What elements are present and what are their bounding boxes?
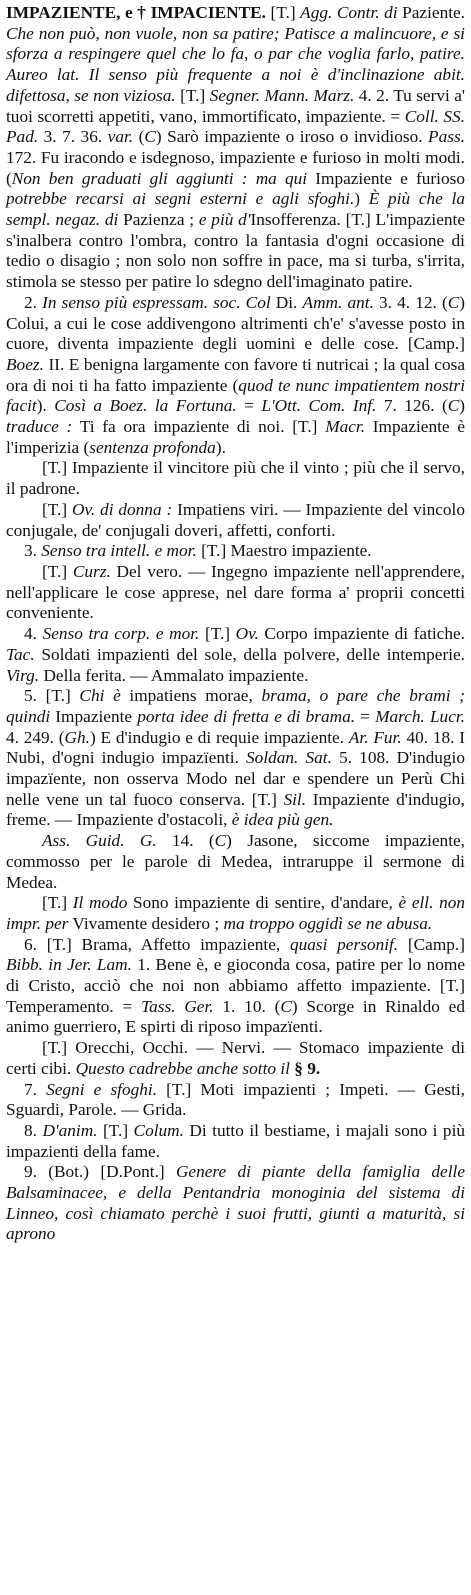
dictionary-entry-impaziente [6, 3, 465, 1245]
text-segment: Ass. Guid. G. [42, 831, 157, 851]
text-segment: 7. 126. ( [376, 396, 448, 416]
text-segment: Tass. Ger. [141, 996, 214, 1016]
text-segment: Segni e sfoghi. [46, 1079, 158, 1099]
text-segment: ma troppo oggidì se ne abusa. [223, 913, 433, 933]
text-segment: In senso più espressam. soc. Col [42, 292, 271, 312]
text-segment: [T.] Moti impazienti ; Impeti. — Gesti, Sguardi, Parole. — Grida. [6, 1079, 465, 1120]
text-segment: ). [36, 396, 55, 416]
text-segment: Gh. [64, 727, 90, 747]
paragraph-sense-4 [6, 624, 465, 686]
text-segment: ) Colui, a cui le cose addivengono altrimenti ch'e' s'avesse posto in cuore, diventa impaziente degli uomini e delle cose. [Camp.] [6, 292, 465, 354]
text-segment: Insofferenza. [T.] L'impaziente s'inalbera contro l'ombra, contro la fantasia d'ogni occasione di tedio o disagio ; non solo non soffre in pace, ma si turba, s'irrita, stimola se stesso per patire lo sdegno dell'imaginato patire. [6, 210, 466, 292]
text-segment: [T.] Maestro impaziente. [196, 541, 372, 561]
text-segment: Virg. [6, 665, 40, 685]
text-segment: traduce : [6, 417, 73, 437]
text-segment: § 9. [289, 1058, 321, 1078]
text-segment: ) Sarò impaziente o iroso o invidioso. [155, 127, 429, 147]
text-segment: 1. Bene è, e gioconda cosa, patire per lo nome di Cristo, acciò che noi non abbiamo affetto impaziente. [T.] Temperamento. = [6, 955, 465, 1016]
text-segment: March. Lucr. [375, 706, 465, 726]
text-segment: 3. 7. 36. [38, 127, 108, 147]
text-segment: Sil. [283, 789, 307, 809]
text-segment: Paziente. [397, 3, 466, 22]
text-segment: [T.] [42, 499, 72, 519]
text-segment: Del vero. — Ingegno impaziente nell'apprendere, nell'applicare le cose apprese, nel dare forma a' proprii concetti conveniente. [6, 561, 465, 623]
text-segment: 4. 2. Tu servi a' tuoi scorretti appetiti, vano, immortificato, impaziente. = [6, 85, 465, 126]
text-segment: Segner. Mann. Marz. [209, 85, 355, 105]
text-segment: [T.] [97, 1120, 134, 1140]
text-segment: 40. 18. I Nubi, d'ogni indugio impazïenti. [6, 727, 465, 768]
text-segment: Questo cadrebbe anche sotto il [75, 1058, 290, 1078]
text-segment: C [214, 831, 227, 851]
text-segment: è ell. non impr. per [6, 893, 465, 933]
text-segment: ). [215, 437, 226, 457]
text-segment: Di tutto il bestiame, i majali sono i più impazienti della fame. [6, 1120, 466, 1161]
text-segment: Colum. [133, 1120, 184, 1140]
text-segment: Soldati impazienti del sole, della polvere, delle intemperie. [34, 644, 465, 664]
paragraph-sense-2-ex1 [6, 458, 465, 499]
paragraph-sense-2 [6, 293, 465, 459]
paragraph-sense-2-ex2 [6, 500, 465, 541]
text-segment: Soldan. Sat. [246, 748, 332, 768]
text-segment: 7. [24, 1079, 47, 1099]
text-segment: Ov. [235, 624, 259, 644]
text-segment: Così a Boez. la Fortuna. [54, 396, 237, 416]
text-segment: 9. (Bot.) [D.Pont.] [24, 1162, 176, 1182]
text-segment: [Camp.] [398, 934, 465, 954]
paragraph-sense-3 [6, 541, 465, 562]
text-segment: Impaziente è l'imperizia ( [6, 417, 466, 457]
text-segment: brama, o pare che brami ; quindi [6, 686, 465, 726]
text-segment: sentenza profonda [89, 437, 216, 457]
text-segment: [T.] [42, 893, 73, 913]
paragraph-sense-6-ex1 [6, 1038, 465, 1079]
text-segment: Sono impaziente di sentire, d'andare, [127, 893, 399, 913]
text-segment: Vivamente desidero ; [68, 913, 224, 933]
text-segment: Impaziente e furioso [307, 168, 465, 188]
text-segment: e più d' [198, 210, 251, 230]
paragraph-definition-main [6, 3, 465, 293]
text-segment: Impaziente [50, 706, 138, 726]
text-segment: [T.] Orecchi, Occhi. — Nervi. — Stomaco impaziente di certi cibi. [6, 1038, 465, 1078]
text-segment: Non ben graduati gli aggiunti : ma qui [11, 168, 308, 188]
text-segment: [T.] Impaziente il vincitore più che il vinto ; più che il servo, il padrone. [6, 458, 465, 499]
text-segment: 5. [T.] [24, 686, 80, 706]
text-segment: D'anim. [42, 1120, 98, 1140]
paragraph-sense-8 [6, 1121, 465, 1162]
text-segment: = [355, 706, 376, 726]
text-segment: Ov. di donna : [71, 499, 173, 519]
text-segment: È più che la sempl. negaz. di [6, 189, 465, 230]
text-segment: Impatiens viri. — Impaziente del vincolo conjugale, de' conjugali doveri, affetti, conforti. [6, 499, 465, 540]
paragraph-sense-7 [6, 1080, 465, 1121]
text-segment: II. E benigna largamente con favore ti nutricai ; la qual cosa ora di noi ti ha fatto impaziente ( [6, 354, 465, 395]
text-segment: Tac. [6, 644, 35, 664]
text-segment: Agg. Contr. di [300, 3, 398, 22]
text-segment: Che non può, non vuole, non sa patire; Patisce a malincuore, e si sforza a respingere quel che lo fa, o par che voglia farlo, patire. Aureo lat. Il senso più frequente a noi è d'inclinazione abit. difettosa, se non viziosa. [6, 23, 465, 105]
text-segment: Boez. [6, 354, 44, 374]
text-segment: ) [354, 189, 369, 209]
text-segment: potrebbe recarsi ai segni esterni e agli sfoghi. [6, 189, 355, 209]
text-segment: ) Jasone, siccome impaziente, commosso per le parole di Medea, intraruppe il sermone di Medea. [6, 831, 465, 892]
text-segment: [T.] [42, 561, 73, 581]
text-segment: Ar. Fur. [348, 727, 402, 747]
text-segment: [T.] [175, 85, 210, 105]
text-segment: Il modo [72, 893, 128, 913]
text-segment: ) [459, 396, 466, 416]
text-segment: quasi personif. [289, 934, 399, 954]
text-segment: Amm. ant. [302, 292, 374, 312]
text-segment: Ti fa ora impaziente di noi. [T.] [72, 417, 326, 437]
text-segment: ) Scorge in Rinaldo ed animo guerriero, E spirti di riposo impazïenti. [6, 996, 465, 1037]
text-segment: C [447, 396, 460, 416]
text-segment: 3. 4. 12. ( [373, 292, 448, 312]
paragraph-sense-9 [6, 1162, 465, 1245]
text-segment: Senso tra corp. e mor. [42, 624, 200, 644]
text-segment: Della ferita. — Ammalato impaziente. [39, 665, 309, 685]
text-segment: 4. 249. ( [6, 727, 65, 747]
text-segment: Corpo impaziente di fatiche. [258, 624, 465, 644]
text-segment: Coll. SS. Pad. [6, 106, 465, 147]
text-segment: 172. Fu iracondo e isdegnoso, impaziente e furioso in molti modi. ( [6, 147, 465, 188]
text-segment: Curz. [72, 561, 111, 581]
text-segment: Impaziente d'indugio, freme. — Impaziente d'ostacoli, [6, 789, 465, 830]
paragraph-sense-5-ex1 [6, 831, 465, 893]
text-segment: Pass. [428, 127, 466, 147]
text-segment: Genere di piante della famiglia delle Balsaminacee, e della Pentandria monoginia del sistema di Linneo, così chiamato perchè i suoi frutti, giunti a maturità, si aprono [6, 1162, 465, 1244]
text-segment: 4. [24, 624, 43, 644]
text-segment: porta idee di fretta e di brama. [137, 706, 356, 726]
paragraph-sense-3-ex1 [6, 562, 465, 624]
text-segment: 8. [24, 1120, 43, 1140]
text-segment: [T.] [265, 3, 301, 22]
paragraph-sense-5 [6, 686, 465, 831]
text-segment: L'Ott. Com. Inf. [261, 396, 377, 416]
headword: IMPAZIENTE, e † IMPACIENTE. [6, 3, 266, 22]
text-segment: [T.] [199, 624, 236, 644]
paragraph-sense-5-ex2 [6, 893, 465, 934]
text-segment: Di. [270, 292, 303, 312]
text-segment: C [280, 996, 292, 1016]
text-segment: quod te nunc impatientem nostri facit [6, 375, 466, 416]
text-segment: 3. [24, 541, 42, 561]
text-segment: Chi è [79, 686, 121, 706]
text-segment: ( [133, 127, 145, 147]
text-segment: var. [107, 127, 134, 147]
text-segment: 2. [24, 292, 43, 312]
text-segment: è idea più gen. [231, 810, 334, 830]
text-segment: C [447, 292, 460, 312]
text-segment: 5. 108. D'indugio impazïente, non osserva Modo nel dar e spendere un Perù Chi nelle vene un tal fuoco conserva. [T.] [6, 748, 465, 809]
text-segment: 6. [T.] Brama, Affetto impaziente, [24, 934, 290, 954]
paragraph-sense-6 [6, 935, 465, 1039]
text-segment: ) E d'indugio e di requie impaziente. [90, 727, 349, 747]
text-segment: = [236, 396, 262, 416]
text-segment: Pazienza ; [118, 210, 199, 230]
text-segment: 1. 10. ( [213, 996, 281, 1016]
text-segment: impatiens morae, [120, 686, 262, 706]
text-segment: Senso tra intell. e mor. [41, 541, 197, 561]
text-segment: 14. ( [156, 831, 215, 851]
text-segment: Macr. [325, 417, 366, 437]
text-segment: C [144, 127, 156, 147]
text-segment: Bibb. in Jer. Lam. [6, 955, 132, 975]
